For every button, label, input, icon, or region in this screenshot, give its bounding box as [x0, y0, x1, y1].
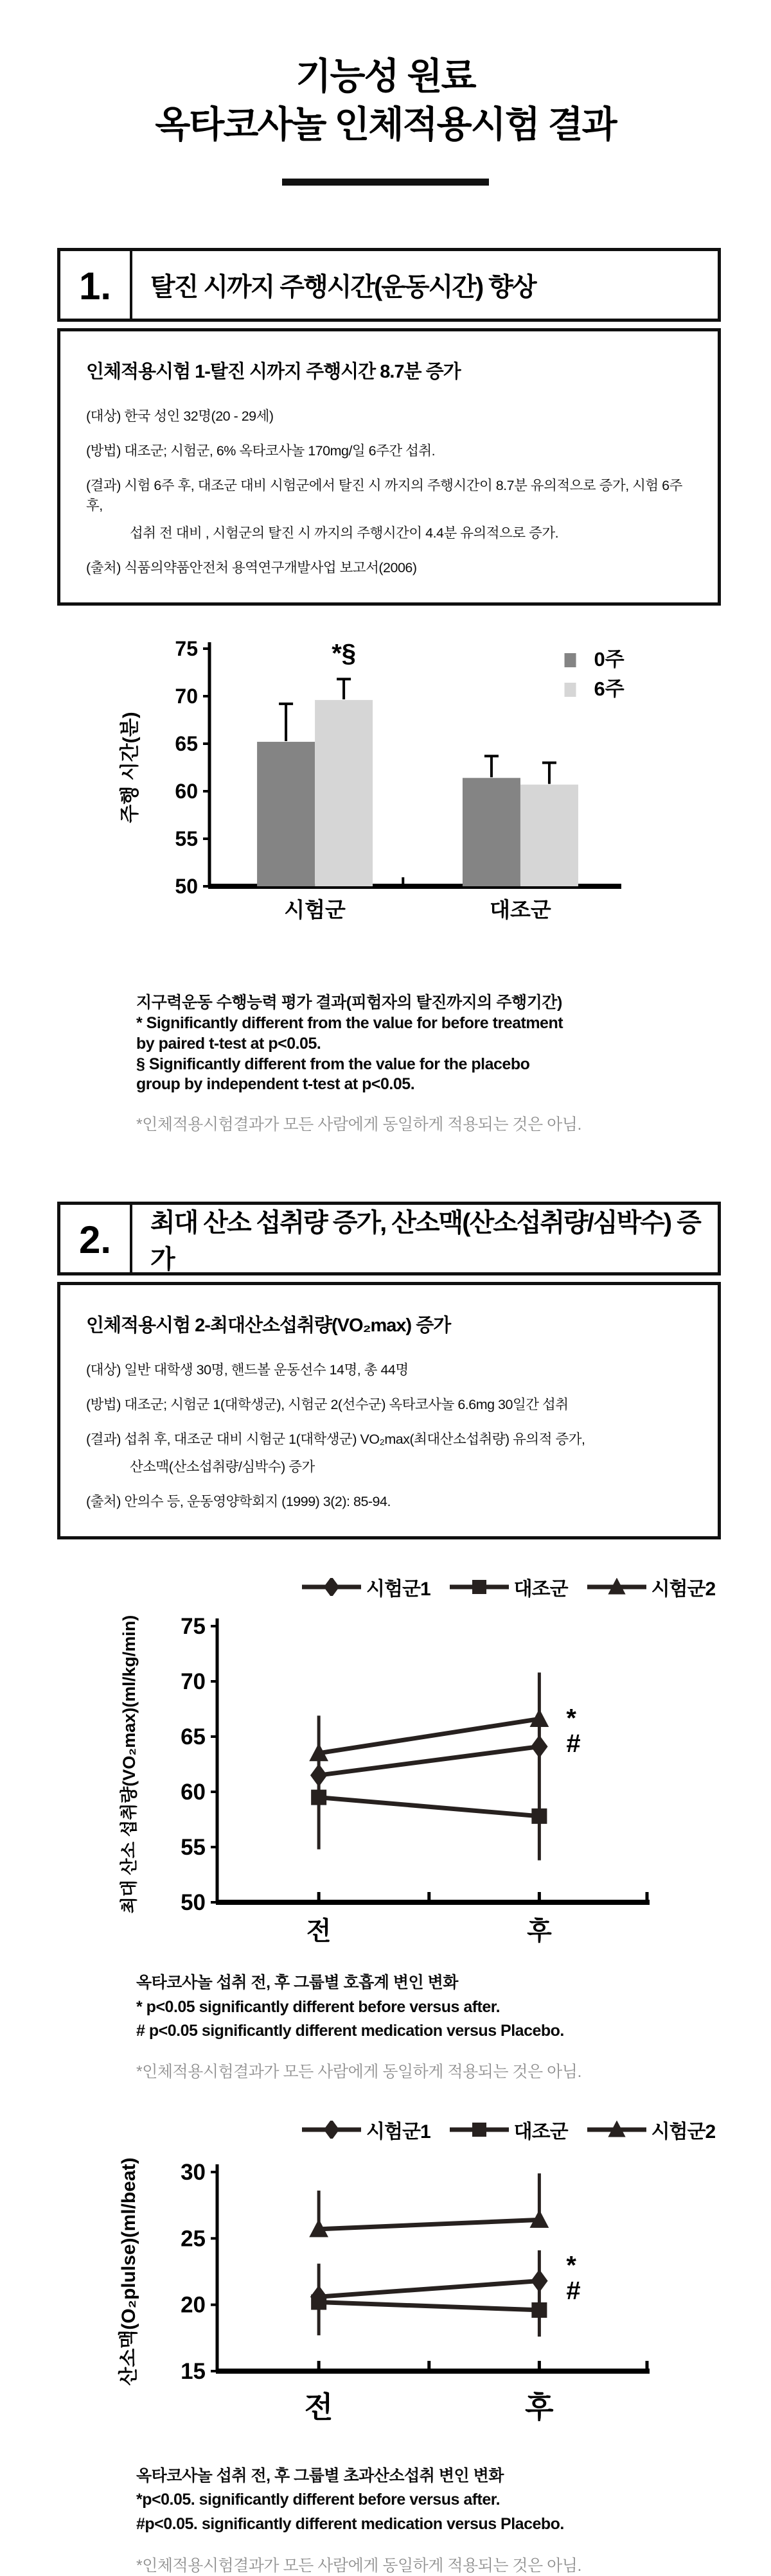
triangle-legend-marker-icon — [587, 2121, 646, 2139]
caption-line: # p<0.05 significantly different medication versus Placebo. — [136, 2022, 564, 2040]
section-detail-lines — [86, 405, 700, 577]
o2pulse-chart-figure — [58, 2146, 771, 2451]
o2pulse-chart-caption — [136, 2464, 771, 2537]
y-tick-label: 60 — [175, 780, 198, 803]
section-2-header — [57, 1202, 721, 1275]
disclaimer-note: *인체적용시험결과가 모든 사람에게 동일하게 적용되는 것은 아님. — [136, 1116, 581, 1134]
legend-label: 대조군 — [513, 2121, 568, 2142]
caption-line: #p<0.05. significantly different medication versus Placebo. — [136, 2514, 564, 2533]
series-line — [319, 2302, 539, 2309]
legend-label: 시험군1 — [366, 2121, 430, 2142]
bar — [520, 785, 578, 886]
series-line — [319, 2281, 539, 2297]
significance-annotation: *§ — [332, 640, 357, 669]
caption-line: § Significantly different from the value for the placebo — [136, 1055, 530, 1073]
legend-label: 대조군 — [513, 1579, 568, 1600]
diamond-marker-icon — [310, 1764, 327, 1787]
triangle-legend-marker-icon — [587, 1578, 646, 1596]
caption-line: * Significantly different from the value for before treatment — [136, 1014, 563, 1033]
caption-line: by paired t-test at p<0.05. — [136, 1034, 321, 1053]
square-legend-marker-icon — [450, 2121, 509, 2139]
section-detail-lines — [86, 1359, 700, 1511]
series-line — [319, 1719, 539, 1753]
caption-line: 옥타코사놀 섭취 전, 후 그룹별 초과산소섭취 변인 변화 — [136, 2466, 504, 2485]
legend-item — [587, 2116, 716, 2144]
bar — [463, 778, 520, 887]
y-axis-label: 최대 산소 섭취량(VO₂max)(ml/kg/min) — [120, 1615, 139, 1914]
bar — [315, 700, 373, 886]
page-title-line1: 기능성 원료 — [296, 56, 475, 97]
x-tick-label: 후 — [527, 1917, 552, 1946]
legend-item — [302, 1573, 430, 1601]
section-number: 2. — [60, 1205, 132, 1272]
y-tick-label: 65 — [181, 1724, 206, 1750]
section-2-body — [57, 1282, 721, 1539]
y-axis-label: 주행 시간(분) — [120, 712, 141, 824]
vo2max-chart-legend — [302, 1573, 771, 1601]
diamond-legend-marker-icon — [302, 1578, 361, 1596]
y-tick-label: 70 — [175, 685, 198, 708]
x-category-label: 시험군 — [284, 898, 346, 922]
series-line — [319, 2220, 539, 2229]
y-tick-label: 25 — [181, 2226, 206, 2252]
series-line — [319, 1747, 539, 1776]
legend-swatch — [565, 683, 576, 697]
detail-line: (출처) 식품의약품안전처 용역연구개발사업 보고서(2006) — [86, 560, 417, 576]
square-marker-icon — [311, 1790, 326, 1805]
series-line — [319, 1798, 539, 1816]
significance-annotation: # — [566, 2276, 581, 2305]
caption-line: *p<0.05. significantly different before versus after. — [136, 2491, 501, 2509]
legend-label: 시험군2 — [651, 1579, 716, 1600]
bar-chart-caption — [136, 993, 771, 1095]
section-title: 탈진 시까지 주행시간(운동시간) 향상 — [150, 273, 536, 302]
significance-annotation: * — [566, 1704, 576, 1733]
bar — [257, 742, 315, 887]
x-category-label: 대조군 — [490, 898, 551, 922]
diamond-marker-icon — [531, 2269, 547, 2292]
y-tick-label: 30 — [181, 2159, 206, 2185]
section-2 — [57, 1202, 721, 1539]
y-tick-label: 75 — [181, 1614, 206, 1640]
legend-item — [302, 2116, 430, 2144]
legend-label: 6주 — [594, 678, 625, 701]
detail-line: 섭취 전 대비 , 시험군의 탈진 시 까지의 주행시간이 4.4분 유의적으로 증가. — [130, 525, 559, 541]
detail-line: 산소맥(산소섭취량/심박수) 증가 — [130, 1459, 315, 1475]
section-title: 최대 산소 섭취량 증가, 산소맥(산소섭취량/심박수) 증가 — [150, 1208, 700, 1274]
detail-line: (대상) 한국 성인 32명(20 - 29세) — [86, 408, 274, 425]
section-1-header — [57, 248, 721, 322]
legend-swatch — [565, 653, 576, 667]
caption-line: group by independent t-test at p<0.05. — [136, 1075, 415, 1094]
vo2max-line-chart — [58, 1604, 687, 1954]
y-tick-label: 50 — [175, 875, 198, 898]
y-tick-label: 15 — [181, 2358, 206, 2384]
page-title-line2: 옥타코사놀 인체적용시험 결과 — [155, 104, 616, 146]
o2pulse-line-chart — [58, 2146, 687, 2448]
x-tick-label: 전 — [304, 2390, 333, 2424]
detail-line: (대상) 일반 대학생 30명, 핸드볼 운동선수 14명, 총 44명 — [86, 1362, 409, 1378]
caption-line: 지구력운동 수행능력 평가 결과(피험자의 탈진까지의 주행기간) — [136, 994, 562, 1012]
detail-line: (결과) 시험 6주 후, 대조군 대비 시험군에서 탈진 시 까지의 주행시간이 8.7분 유의적으로 증가, 시험 6주 후, — [86, 478, 682, 514]
x-tick-label: 전 — [306, 1917, 332, 1946]
x-tick-label: 후 — [525, 2390, 554, 2424]
legend-item — [450, 2116, 568, 2144]
significance-annotation: * — [566, 2251, 576, 2280]
y-axis-label: 산소맥(O₂plulse)(ml/beat) — [118, 2157, 139, 2386]
section-heading: 인체적용시험 1-탈진 시까지 주행시간 8.7분 증가 — [86, 362, 461, 383]
y-tick-label: 55 — [181, 1835, 206, 1861]
square-legend-marker-icon — [450, 1578, 509, 1596]
disclaimer-note: *인체적용시험결과가 모든 사람에게 동일하게 적용되는 것은 아님. — [136, 2062, 581, 2081]
y-tick-label: 75 — [175, 637, 198, 661]
diamond-marker-icon — [324, 2121, 339, 2139]
significance-annotation: # — [566, 1730, 581, 1758]
o2pulse-chart-legend — [302, 2116, 771, 2144]
y-tick-label: 60 — [181, 1780, 206, 1805]
running-time-chart-figure — [116, 633, 771, 943]
running-time-bar-chart — [116, 633, 649, 940]
diamond-marker-icon — [324, 1578, 339, 1596]
detail-line: (방법) 대조군; 시험군, 6% 옥타코사놀 170mg/일 6주간 섭취. — [86, 443, 436, 459]
detail-line: (출처) 안의수 등, 운동영양학회지 (1999) 3(2): 85-94. — [86, 1494, 391, 1510]
disclaimer-note: *인체적용시험결과가 모든 사람에게 동일하게 적용되는 것은 아님. — [136, 2557, 581, 2575]
legend-item — [450, 1573, 568, 1601]
legend-item — [587, 1573, 716, 1601]
detail-line: (방법) 대조군; 시험군 1(대학생군), 시험군 2(선수군) 옥타코사놀 6.6mg 30일간 섭취 — [86, 1397, 569, 1413]
vo2max-chart-figure — [58, 1604, 771, 1957]
y-tick-label: 50 — [181, 1890, 206, 1916]
section-1-body — [57, 328, 721, 606]
diamond-marker-icon — [531, 1735, 547, 1758]
document-title-block — [0, 0, 771, 186]
square-marker-icon — [472, 1580, 486, 1594]
vo2max-chart-caption — [136, 1971, 771, 2044]
section-number: 1. — [60, 251, 132, 319]
square-marker-icon — [472, 2123, 486, 2137]
square-marker-icon — [311, 2294, 326, 2309]
legend-label: 시험군1 — [366, 1579, 430, 1600]
legend-label: 시험군2 — [651, 2121, 716, 2142]
section-1 — [57, 248, 721, 606]
caption-line: * p<0.05 significantly different before versus after. — [136, 1997, 501, 2016]
title-divider — [282, 179, 489, 186]
y-tick-label: 55 — [175, 827, 198, 851]
section-heading: 인체적용시험 2-최대산소섭취량(VO₂max) 증가 — [86, 1315, 451, 1336]
square-marker-icon — [531, 1809, 547, 1824]
y-tick-label: 20 — [181, 2292, 206, 2318]
diamond-legend-marker-icon — [302, 2121, 361, 2139]
caption-line: 옥타코사놀 섭취 전, 후 그룹별 호흡계 변인 변화 — [136, 1974, 458, 1992]
y-tick-label: 70 — [181, 1669, 206, 1695]
legend-label: 0주 — [594, 648, 625, 671]
square-marker-icon — [531, 2302, 547, 2318]
detail-line: (결과) 섭취 후, 대조군 대비 시험군 1(대학생군) VO₂max(최대산소섭취량) 유의적 증가, — [86, 1432, 585, 1448]
y-tick-label: 65 — [175, 732, 198, 756]
